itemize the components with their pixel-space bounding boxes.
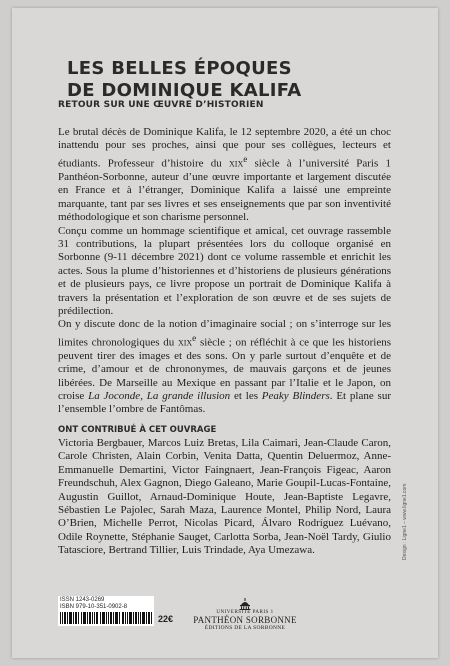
work-title: Peaky Blinders — [261, 390, 330, 403]
century-suffix: e — [243, 153, 248, 164]
contributors-list: Victoria Bergbauer, Marcos Luiz Bretas, Lila Caimari, Jean-Claude Caron, Carole Christen, Alain Corbin, Venita Datta, Quentin Deluermoz, Anne-Emmanuelle Demartini, Victor Faingnaert, Jean-François Figeac, Aaron Freundschuh, Alex Gagnon, Diego Galeano, Marie Goupil-Lucas-Fontaine, Augustin Guillot, Arnaud-Dominique Houte, Jean-Baptiste Legavre, Sébastien Le Pajolec, Sarah Maza, Laurence Montel, Philip Nord, Laura O’Brien, Michelle Perrot, Nicolas Picard, Álvaro Rodríguez Luévano, Odile Roynette, Stéphanie Sauget, Carlotta Sorba, Jean-Noël Tardy, Giulio Tatasciore, Bertrand Tillier, Luis Trindade, Aya Umezawa. — [58, 437, 391, 557]
isbn-block — [60, 597, 127, 611]
abstract-text: et les — [230, 390, 262, 403]
pantheon-dome-icon — [238, 598, 252, 610]
abstract-text: , — [140, 390, 147, 403]
isbn-number: ISBN 979-10-351-0902-8 — [60, 604, 128, 610]
abstract-paragraph-1 — [58, 126, 391, 225]
century-numeral: xix — [177, 336, 193, 349]
book-title-line-1: LES BELLES ÉPOQUES — [67, 58, 292, 79]
book-title — [67, 58, 302, 102]
abstract-text: On y discute donc de la notion d’imaginaire social ; on s’interroge sur les limites chronologiques du — [58, 318, 391, 349]
barcode-image — [60, 612, 152, 624]
abstract-text: siècle à l’université Paris 1 Panthéon-Sorbonne, auteur d’une œuvre importante et largement discutée en France et à l’étranger, Dominique Kalifa a laissé une empreinte marquante, tant par ses livres et ses enseignements que par son inventivité méthodologique et son charisme personnel. — [58, 157, 391, 224]
abstract-paragraph-3 — [58, 318, 391, 417]
work-title: La grande illusion — [146, 390, 231, 403]
century-numeral: xix — [229, 157, 244, 170]
abstract-text: Le brutal décès de Dominique Kalifa, le 12 septembre 2020, a été un choc inattendu pour ses proches, ainsi que pour ses collègues, lecteurs et étudiants. Professeur d’histoire du — [58, 126, 391, 170]
abstract-paragraph-2: Conçu comme un hommage scientifique et amical, cet ouvrage rassemble 31 contributions, la plupart présentées lors du colloque organisé en Sorbonne (9-11 décembre 2021) dont ce volume rassemble et enrichit les actes. Sous la plume d’historiennes et d’historiens de plusieurs générations et de plusieurs pays, ce livre propose un portrait de Dominique Kalifa à travers la présentation et l’exploration de son œuvre et de ses sujets de prédilection. — [58, 224, 391, 317]
book-subtitle: RETOUR SUR UNE ŒUVRE D’HISTORIEN — [58, 100, 264, 110]
century-suffix: e — [192, 332, 197, 343]
abstract-text: . Et plane sur l’ensemble l’ombre de Fantômas. — [58, 390, 392, 416]
publisher-block — [185, 598, 305, 631]
contributors-heading: ONT CONTRIBUÉ À CET OUVRAGE — [58, 425, 217, 435]
publisher-editions: ÉDITIONS DE LA SORBONNE — [204, 625, 286, 631]
back-cover-abstract — [58, 126, 391, 417]
price-label: 22€ — [158, 614, 174, 624]
book-title-line-2: DE DOMINIQUE KALIFA — [67, 80, 302, 101]
publisher-name: PANTHÉON SORBONNE — [193, 615, 297, 625]
issn-number: ISSN 1243-0269 — [60, 597, 105, 603]
abstract-text: siècle ; on réfléchit à ce que les historiens peuvent tirer des images et des sons. On y parle surtout d’enquête et de crime, d’amour et de chrononymes, de mauvais garçons et de jeunes libérées. De Marseille au Mexique en passant par l’Italie et le Japon, on croise — [58, 336, 391, 403]
publisher-university: UNIVERSITÉ PARIS 1 — [216, 610, 274, 615]
work-title: La Joconde — [88, 390, 141, 403]
design-credit: Design : Ligne1 – www.ligne1.com — [402, 483, 408, 560]
